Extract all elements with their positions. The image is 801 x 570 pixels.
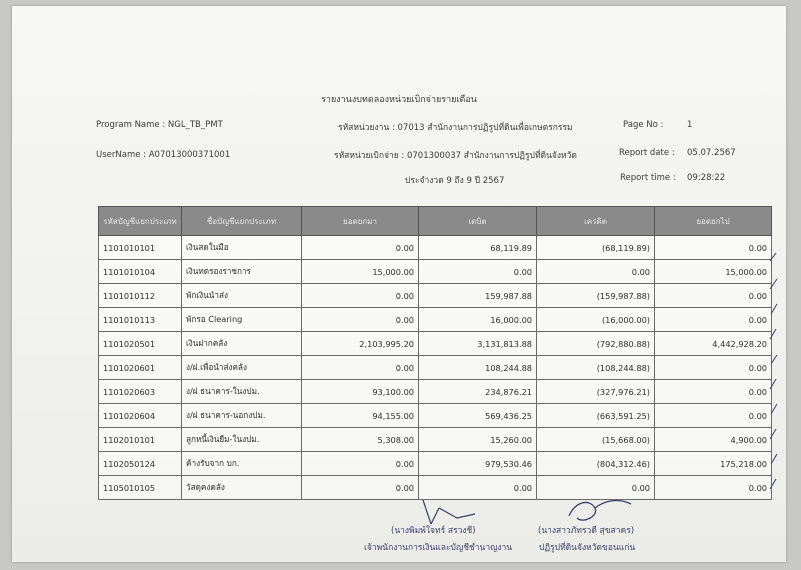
report-date-label: Report date :: [619, 148, 675, 158]
cell-credit: 0.00: [537, 476, 655, 500]
user-name: UserName : A07013000371001: [96, 150, 231, 160]
cell-account-name: ลูกหนี้เงินยืม-ในงปม.: [182, 428, 302, 452]
cell-opening: 94,155.00: [302, 404, 419, 428]
cell-account-name: พักเงินนำส่ง: [182, 284, 302, 308]
cell-credit: 0.00: [537, 260, 655, 284]
cell-account-code: 1102010101: [99, 428, 182, 452]
table-row: [99, 236, 772, 260]
report-title: รายงานงบทดลองหน่วยเบิกจ่ายรายเดือน: [321, 95, 477, 105]
header-debit: เดบิต: [419, 207, 537, 236]
cell-debit: 16,000.00: [419, 308, 537, 332]
left-signer-name: (นางพิมพ์ใจทร์ สรวงชี): [391, 526, 476, 536]
cell-account-code: 1105010105: [99, 476, 182, 500]
cell-opening: 5,308.00: [302, 428, 419, 452]
cell-credit: (804,312.46): [537, 452, 655, 476]
cell-debit: 108,244.88: [419, 356, 537, 380]
cell-closing: 0.00: [655, 356, 772, 380]
cell-account-name: พักรอ Clearing: [182, 308, 302, 332]
table-row: [99, 284, 772, 308]
report-date-value: 05.07.2567: [687, 148, 736, 158]
table-row: [99, 428, 772, 452]
cell-account-code: 1101020603: [99, 380, 182, 404]
cell-account-name: ง/ฝ ธนาคาร-นอกงปม.: [182, 404, 302, 428]
disbursement-unit: รหัสหน่วยเบิกจ่าย : 0701300037 สำนักงานการปฏิรูปที่ดินจังหวัด: [334, 151, 577, 161]
table-row: [99, 380, 772, 404]
cell-closing: 0.00: [655, 284, 772, 308]
cell-account-name: ง/ฝ ธนาคาร-ในงปม.: [182, 380, 302, 404]
cell-account-code: 1101010112: [99, 284, 182, 308]
cell-debit: 0.00: [419, 476, 537, 500]
cell-closing: 175,218.00: [655, 452, 772, 476]
page-value: 1: [687, 120, 693, 130]
cell-account-code: 1101010113: [99, 308, 182, 332]
cell-credit: (16,000.00): [537, 308, 655, 332]
cell-debit: 159,987.88: [419, 284, 537, 308]
check-marks: [768, 251, 786, 511]
header-account-code: รหัสบัญชีแยกประเภท: [99, 207, 182, 236]
cell-debit: 234,876.21: [419, 380, 537, 404]
cell-opening: 15,000.00: [302, 260, 419, 284]
cell-account-code: 1101020501: [99, 332, 182, 356]
table-row: [99, 452, 772, 476]
cell-opening: 0.00: [302, 308, 419, 332]
header-account-name: ชื่อบัญชีแยกประเภท: [182, 207, 302, 236]
cell-opening: 0.00: [302, 476, 419, 500]
trial-balance-table: [98, 206, 772, 500]
right-signer-name: (นางสาวภัทรวดี สุขสาคร): [538, 526, 635, 536]
cell-closing: 0.00: [655, 236, 772, 260]
cell-closing: 15,000.00: [655, 260, 772, 284]
cell-debit: 0.00: [419, 260, 537, 284]
cell-opening: 93,100.00: [302, 380, 419, 404]
cell-account-code: 1101020601: [99, 356, 182, 380]
cell-opening: 0.00: [302, 284, 419, 308]
cell-debit: 15,260.00: [419, 428, 537, 452]
table-row: [99, 260, 772, 284]
cell-debit: 569,436.25: [419, 404, 537, 428]
program-name: Program Name : NGL_TB_PMT: [96, 120, 223, 130]
cell-credit: (663,591.25): [537, 404, 655, 428]
cell-closing: 0.00: [655, 404, 772, 428]
right-signer-title: ปฏิรูปที่ดินจังหวัดขอนแก่น: [539, 543, 636, 553]
header-credit: เครดิต: [537, 207, 655, 236]
header-opening-balance: ยอดยกมา: [302, 207, 419, 236]
cell-opening: 2,103,995.20: [302, 332, 419, 356]
cell-account-name: วัสดุคงคลัง: [182, 476, 302, 500]
cell-account-code: 1101010104: [99, 260, 182, 284]
cell-closing: 0.00: [655, 380, 772, 404]
left-signer-title: เจ้าพนักงานการเงินและบัญชีชำนาญงาน: [364, 543, 513, 553]
cell-debit: 3,131,813.88: [419, 332, 537, 356]
cell-account-code: 1102050124: [99, 452, 182, 476]
cell-account-name: เงินทดรองราชการ: [182, 260, 302, 284]
cell-credit: (15,668.00): [537, 428, 655, 452]
table-header-row: [99, 207, 772, 236]
cell-closing: 4,442,928.20: [655, 332, 772, 356]
cell-debit: 979,530.46: [419, 452, 537, 476]
cell-opening: 0.00: [302, 356, 419, 380]
cell-closing: 0.00: [655, 476, 772, 500]
cell-account-code: 1101010101: [99, 236, 182, 260]
cell-debit: 68,119.89: [419, 236, 537, 260]
report-time-value: 09:28:22: [687, 173, 726, 183]
report-period: ประจำงวด 9 ถึง 9 ปี 2567: [405, 176, 505, 186]
agency-code: รหัสหน่วยงาน : 07013 สำนักงานการปฏิรูปที่ดินเพื่อเกษตรกรรม: [338, 123, 573, 133]
cell-closing: 0.00: [655, 308, 772, 332]
document-page: [12, 6, 786, 562]
table-row: [99, 356, 772, 380]
cell-credit: (792,880.88): [537, 332, 655, 356]
cell-opening: 0.00: [302, 236, 419, 260]
cell-account-name: เงินสดในมือ: [182, 236, 302, 260]
cell-credit: (327,976.21): [537, 380, 655, 404]
cell-credit: (159,987.88): [537, 284, 655, 308]
cell-credit: (68,119.89): [537, 236, 655, 260]
header-closing-balance: ยอดยกไป: [655, 207, 772, 236]
cell-opening: 0.00: [302, 452, 419, 476]
cell-account-code: 1101020604: [99, 404, 182, 428]
page-label: Page No :: [623, 120, 664, 130]
cell-credit: (108,244.88): [537, 356, 655, 380]
cell-account-name: ค้างรับจาก บก.: [182, 452, 302, 476]
cell-account-name: ง/ฝ.เพื่อนำส่งคลัง: [182, 356, 302, 380]
cell-closing: 4,900.00: [655, 428, 772, 452]
table-row: [99, 308, 772, 332]
cell-account-name: เงินฝากคลัง: [182, 332, 302, 356]
table-row: [99, 332, 772, 356]
report-time-label: Report time :: [620, 173, 676, 183]
table-row: [99, 404, 772, 428]
